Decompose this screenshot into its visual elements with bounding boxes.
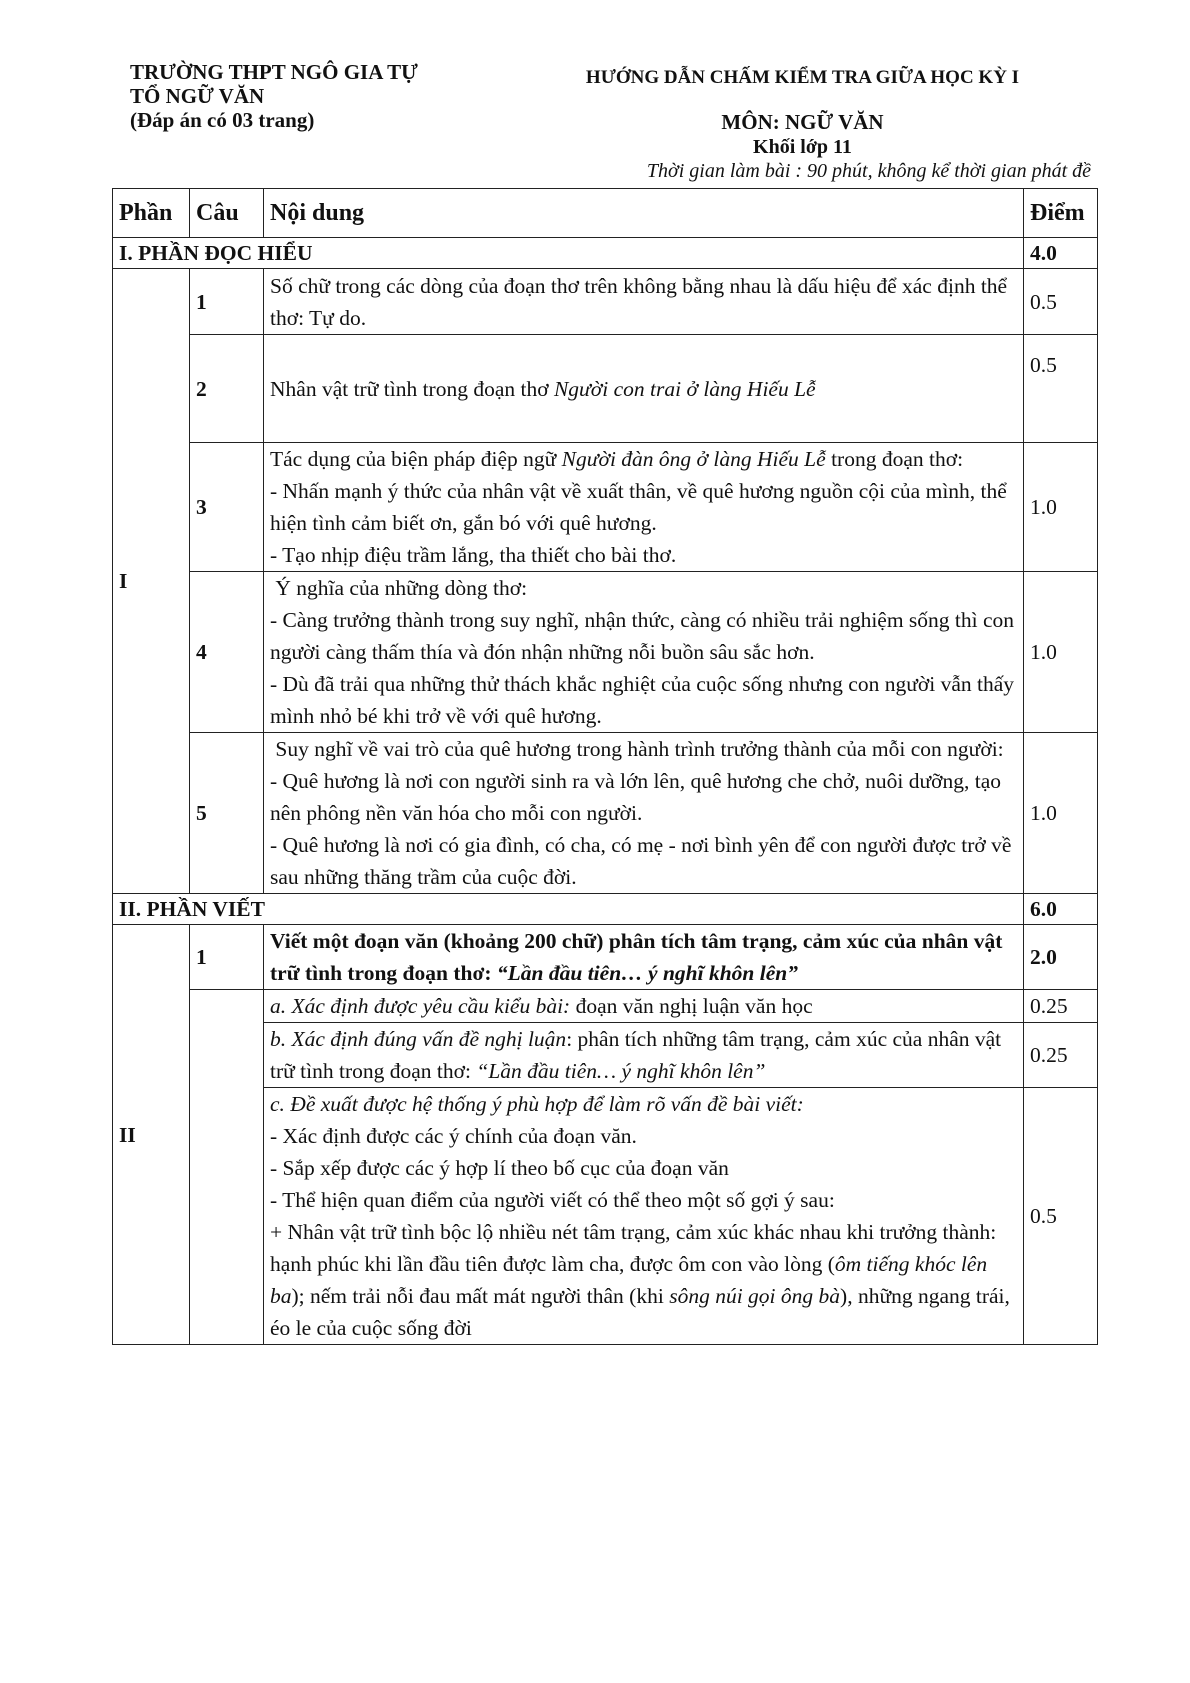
table-row — [113, 443, 1098, 572]
school-name: TRƯỜNG THPT NGÔ GIA TỰ — [130, 60, 418, 84]
department-name: TỔ NGỮ VĂN — [130, 84, 265, 108]
time-note: Thời gian làm bài : 90 phút, không kể thời gian phát đề — [646, 160, 1091, 182]
section-label: II. PHẦN VIẾT — [113, 894, 1024, 925]
section-label: I. PHẦN ĐỌC HIỂU — [113, 238, 1024, 269]
part-label: I — [113, 269, 190, 894]
question-score: 0.5 — [1024, 335, 1098, 443]
question-number: 1 — [190, 925, 264, 990]
question-score: 2.0 — [1024, 925, 1098, 990]
document-title: HƯỚNG DẪN CHẤM KIỂM TRA GIỮA HỌC KỲ I — [585, 67, 1020, 88]
section-row-writing — [113, 894, 1098, 925]
subject-label: MÔN: NGỮ VĂN — [721, 110, 884, 134]
question-answer: Suy nghĩ về vai trò của quê hương trong hành trình trưởng thành của mỗi con người: - Quê hương là nơi con người sinh ra và lớn lên, quê hương che chở, nuôi dưỡng, tạo nên phông nền văn hóa cho mỗi con người. - Quê hương là nơi có gia đình, có cha, có mẹ - nơi bình yên để con người được trở về sau những thăng trầm của cuộc đời. — [264, 733, 1024, 894]
col-header-score: Điểm — [1024, 189, 1098, 238]
empty-cell — [190, 990, 264, 1345]
question-score: 1.0 — [1024, 733, 1098, 894]
grading-table — [112, 188, 1098, 1345]
section-score: 4.0 — [1024, 238, 1098, 269]
table-row — [113, 925, 1098, 990]
col-header-question: Câu — [190, 189, 264, 238]
criterion-score: 0.5 — [1024, 1088, 1098, 1345]
col-header-part: Phần — [113, 189, 190, 238]
table-row — [113, 733, 1098, 894]
question-answer: Số chữ trong các dòng của đoạn thơ trên không bằng nhau là dấu hiệu để xác định thể thơ: Tự do. — [264, 269, 1024, 335]
header-right — [520, 66, 1091, 183]
criterion-score: 0.25 — [1024, 1023, 1098, 1088]
writing-task: Viết một đoạn văn (khoảng 200 chữ) phân tích tâm trạng, cảm xúc của nhân vật trữ tình trong đoạn thơ: “Lần đầu tiên… ý nghĩ khôn lên” — [264, 925, 1024, 990]
table-row — [113, 269, 1098, 335]
question-score: 0.5 — [1024, 269, 1098, 335]
section-row-reading — [113, 238, 1098, 269]
header-left — [130, 60, 418, 132]
criterion-b: b. Xác định đúng vấn đề nghị luận: phân tích những tâm trạng, cảm xúc của nhân vật trữ tình trong đoạn thơ: “Lần đầu tiên… ý nghĩ khôn lên” — [264, 1023, 1024, 1088]
pages-note: (Đáp án có 03 trang) — [130, 108, 315, 132]
table-row — [113, 335, 1098, 443]
question-answer: Tác dụng của biện pháp điệp ngữ Người đàn ông ở làng Hiếu Lễ trong đoạn thơ: - Nhấn mạnh ý thức của nhân vật về xuất thân, về quê hương nguồn cội của mình, thể hiện tình cảm biết ơn, gắn bó với quê hương. - Tạo nhịp điệu trầm lắng, tha thiết cho bài thơ. — [264, 443, 1024, 572]
question-number: 3 — [190, 443, 264, 572]
criterion-score: 0.25 — [1024, 990, 1098, 1023]
question-score: 1.0 — [1024, 572, 1098, 733]
grade-label: Khối lớp 11 — [753, 136, 852, 158]
criterion-c: c. Đề xuất được hệ thống ý phù hợp để làm rõ vấn đề bài viết: - Xác định được các ý chính của đoạn văn. - Sắp xếp được các ý hợp lí theo bố cục của đoạn văn - Thể hiện quan điểm của người viết có thể theo một số gợi ý sau: + Nhân vật trữ tình bộc lộ nhiều nét tâm trạng, cảm xúc khác nhau khi trưởng thành: hạnh phúc khi lần đầu tiên được làm cha, được ôm con vào lòng (ôm tiếng khóc lên ba); nếm trải nỗi đau mất mát người thân (khi sông núi gọi ông bà), những ngang trái, éo le của cuộc sống đời — [264, 1088, 1024, 1345]
table-row — [113, 990, 1098, 1023]
question-number: 1 — [190, 269, 264, 335]
table-header-row — [113, 189, 1098, 238]
table-row — [113, 572, 1098, 733]
question-number: 2 — [190, 335, 264, 443]
part-label: II — [113, 925, 190, 1345]
question-number: 5 — [190, 733, 264, 894]
col-header-content: Nội dung — [264, 189, 1024, 238]
question-answer: Nhân vật trữ tình trong đoạn thơ Người con trai ở làng Hiếu Lễ — [264, 335, 1024, 443]
criterion-a: a. Xác định được yêu cầu kiểu bài: đoạn văn nghị luận văn học — [264, 990, 1024, 1023]
question-number: 4 — [190, 572, 264, 733]
question-answer: Ý nghĩa của những dòng thơ: - Càng trưởng thành trong suy nghĩ, nhận thức, càng có nhiều trải nghiệm sống thì con người càng thấm thía và đón nhận những nỗi buồn sâu sắc hơn. - Dù đã trải qua những thử thách khắc nghiệt của cuộc sống nhưng con người vẫn thấy mình nhỏ bé khi trở về với quê hương. — [264, 572, 1024, 733]
question-score: 1.0 — [1024, 443, 1098, 572]
section-score: 6.0 — [1024, 894, 1098, 925]
